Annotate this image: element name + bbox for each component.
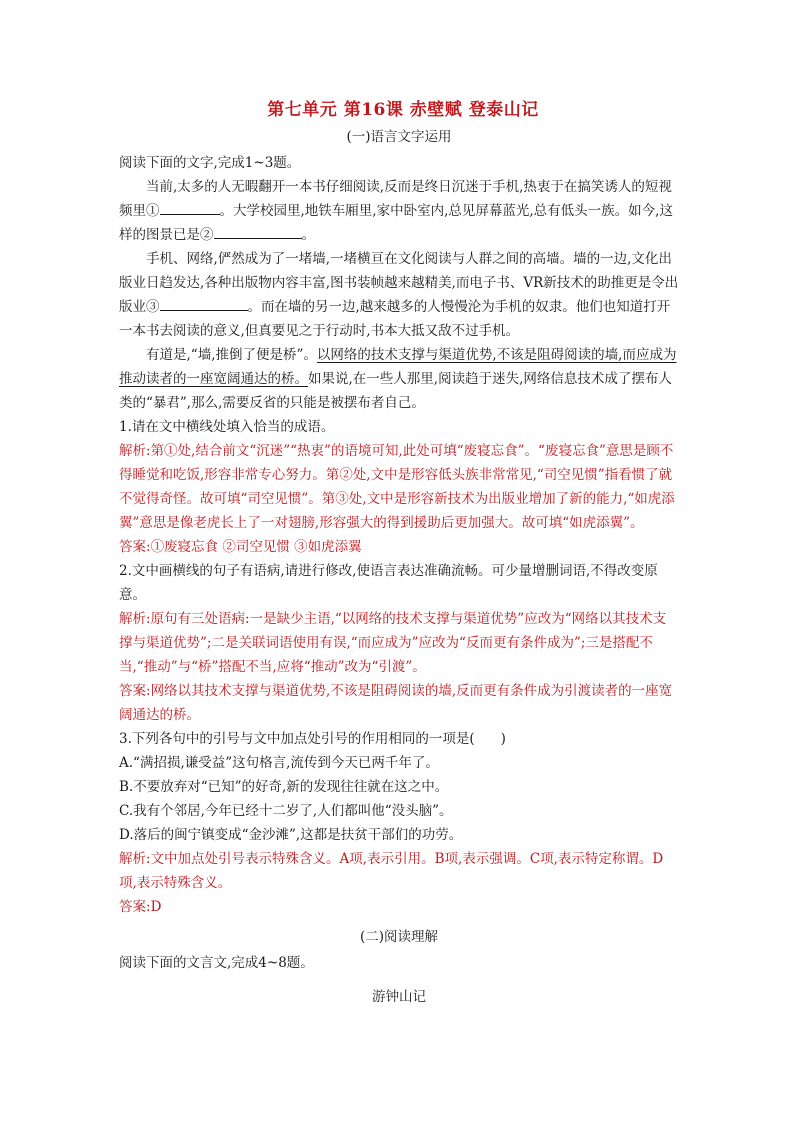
analysis-2	[119, 607, 679, 679]
answer-text: ①废寝忘食 ②司空见惯 ③如虎添翼	[150, 539, 362, 555]
section-heading-language: (一)语言文字运用	[346, 129, 452, 145]
analysis-text: 原句有三处语病:一是缺少主语,	[150, 611, 335, 627]
instruction-2: 阅读下面的文言文,完成4~8题。	[119, 955, 314, 971]
option-c: C.我有个邻居,今年已经十二岁了,人们都叫他“没头脑”。	[119, 803, 453, 819]
analysis-text: 应将“推动”改为“引渡”。	[276, 659, 426, 675]
analysis-text: “而应成为”应改为“反而更有条件成为”;	[350, 635, 586, 651]
option-b: B.不要放弃对“已知”的好奇,新的发现往往就在这之中。	[119, 779, 449, 795]
analysis-text: 三是搭配不当,	[119, 635, 653, 675]
question-2: 2.文中画横线的句子有语病,请进行修改,使语言表达准确流畅。可少量增删词语,不得改变原意。	[119, 563, 658, 603]
blank-1	[160, 200, 220, 215]
analysis-3	[119, 847, 679, 895]
analysis-label: 解析:	[119, 851, 151, 867]
answer-label: 答案:	[119, 899, 151, 915]
question-3	[119, 727, 679, 751]
analysis-text: “推动”与“桥”搭配不当,	[136, 659, 277, 675]
answer-label: 答案:	[119, 683, 151, 699]
passage-paragraph-1	[119, 175, 679, 247]
passage-text: 手机、网络,俨然成为了一堵墙,一堵横亘在文化阅读与人群之间的高墙。墙的一边,文化出版业日趋发达,各种出版物内容丰富,图书装帧越来越精美,而电子书、VR新技术的助推更是令出版业③	[119, 251, 679, 315]
analysis-label: 解析:	[119, 443, 151, 459]
answer-2	[119, 679, 679, 727]
document-content	[119, 95, 679, 1009]
page-title: 第七单元 第16课 赤壁赋 登泰山记	[267, 100, 539, 120]
answer-1	[119, 535, 679, 559]
analysis-text: “如虎添翼”	[119, 491, 675, 531]
question-1: 1.请在文中横线处填入恰当的成语。	[119, 419, 335, 435]
option-d: D.落后的闽宁镇变成“金沙滩”,这都是扶贫干部们的功劳。	[119, 827, 463, 843]
answer-text: 网络以其技术支撑与渠道优势,不该是阻碍阅读的墙,反而更有条件成为引渡读者的一座宽阔通达的桥。	[119, 683, 673, 723]
instruction-1: 阅读下面的文字,完成1~3题。	[119, 155, 301, 171]
answer-text: D	[150, 899, 162, 915]
analysis-text: ;二是关联词语使用有误,	[206, 635, 351, 651]
underlined-sentence: 以网络的技术支撑与渠道优势,不该是阻碍阅读的墙,而应成为推动读者的一座宽阔通达的桥。	[119, 347, 677, 387]
passage-text: 。大学校园里,地铁车厢里,家中卧室内,总见屏幕蓝光,总有低头一族。如今,这样的图景已是②	[119, 203, 673, 243]
analysis-text: 文中加点处引号表示特殊含义。A项,表示引用。B项,表示强调。C项,表示特定称谓。D项,表示特殊含义。	[119, 851, 664, 891]
analysis-1: 解析:第①处,结合前文“沉迷”“热衷”的语境可知,此处可填“废寝忘食”。“废寝忘食”意思是顾不得睡觉和吃饭,形容非常专心努力。第②处,文中是形容低头族非常常见,“司空见惯”指看惯了就不觉得奇怪。故可填“司空见惯”。第③处,文中是形容新技术为出版业增加了新的能力,“如虎添翼”意思是像老虎长上了一对翅膀,形容强大的得到援助后更加强大。故可填“如虎添翼”。	[119, 443, 675, 531]
passage-text: 。而在墙的另一边,越来越多的人慢慢沦为手机的奴隶。他们也知道打开一本书去阅读的意义,但真要见之于行动时,书本大抵又敌不过手机。	[119, 299, 671, 339]
passage-paragraph-3	[119, 343, 679, 415]
answer-3	[119, 895, 679, 919]
question-text: )	[500, 731, 506, 747]
question-text: 3.下列各句中的引号与文中加点处引号的作用相同的一项是(	[119, 731, 475, 747]
answer-label: 答案:	[119, 539, 151, 555]
blank-3	[160, 296, 248, 311]
passage-text: 。	[301, 227, 315, 243]
passage-paragraph-2	[119, 247, 679, 343]
analysis-text: 意思是像老虎长上了一对翅膀,形容强大的得到援助后更加强大。故可填“如虎添翼”	[139, 515, 630, 531]
blank-2	[214, 224, 302, 239]
passage-text: 如果说,在一些人那里,阅读趋于迷失,网络信息技术成了摆布人类的“暴君”,那么,需要反省的只能是被摆布者自己。	[119, 371, 672, 411]
passage-text: 当前,太多的人无暇翻开一本书仔细阅读,反而是终日沉迷于手机,热衷于在搞笑诱人的短视频里①	[119, 179, 672, 219]
option-a: A.“满招损,谦受益”这句格言,流传到今天已两千年了。	[119, 755, 439, 771]
passage-text: 有道是,“墙,推倒了便是桥”。	[146, 347, 317, 363]
section-heading-reading: (二)阅读理解	[359, 929, 439, 945]
passage-title: 游钟山记	[372, 989, 426, 1005]
analysis-text: “以网络的技术支撑与渠道优势”应改为“网络以其技术支撑与渠道优势”	[119, 611, 667, 651]
analysis-label: 解析:	[119, 611, 151, 627]
analysis-text: 第①处,结合前文“沉迷”“热衷”的语境可知,此处可填“废寝忘食”。“废寝忘食”意思是顾不得睡觉和吃饭,形容非常专心努力。第②处,文中是形容低头族非常常见,“司空见惯”指看惯了就不觉得奇怪。故可填“司空见惯”。第③处,文中是形容新技术为出版业增加了新的能力,	[119, 443, 674, 507]
